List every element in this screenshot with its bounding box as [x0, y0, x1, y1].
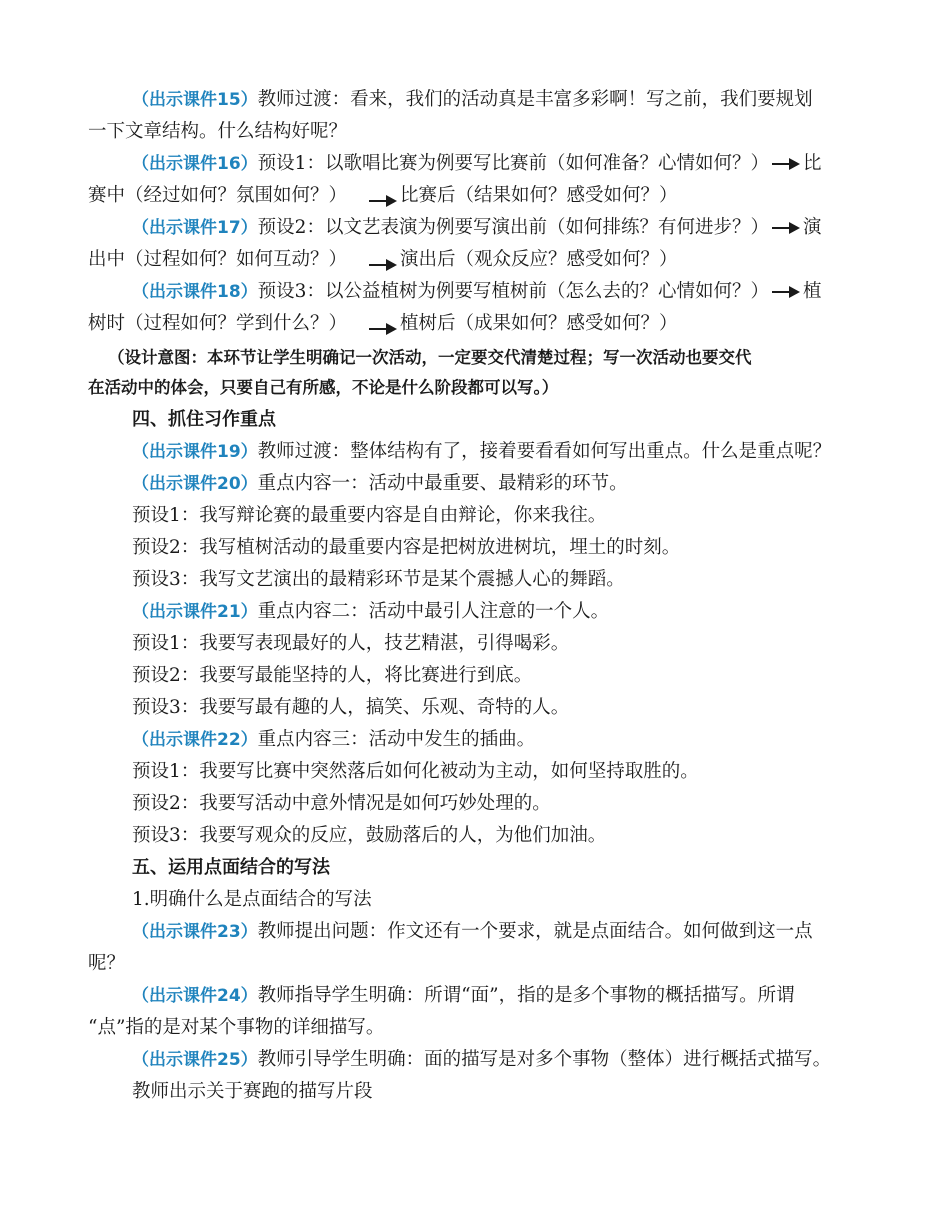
paragraph-text: 出中（过程如何？如何互动？） [88, 249, 348, 270]
paragraph-text: 植 [802, 281, 822, 302]
section-heading: 五、运用点面结合的写法 [132, 857, 330, 878]
preset-line: 预设2：我写植树活动的最重要内容是把树放进树坑，埋土的时刻。 [132, 537, 681, 558]
paragraph-courseware-17 [132, 212, 821, 244]
preset-line: 预设1：我写辩论赛的最重要内容是自由辩论，你来我往。 [132, 505, 607, 526]
paragraph-text: 教师指导学生明确：所谓“面”，指的是多个事物的概括描写。所谓 [257, 985, 795, 1006]
paragraph-text: 预设3：以公益植树为例要写植树前（怎么去的？心情如何？） [257, 281, 769, 302]
paragraph-courseware-19 [132, 436, 831, 468]
paragraph-text: 预设1：以歌唱比赛为例要写比赛前（如何准备？心情如何？） [257, 153, 769, 174]
paragraph-text: 教师引导学生明确：面的描写是对多个事物（整体）进行概括式描写。 [257, 1049, 832, 1070]
arrow-right-icon [772, 158, 800, 170]
paragraph-courseware-15 [132, 84, 813, 116]
paragraph-courseware-25 [132, 1044, 831, 1076]
paragraph-line: “点”指的是对某个事物的详细描写。 [88, 1017, 385, 1038]
paragraph-text: 比 [802, 153, 822, 174]
arrow-right-icon [772, 286, 800, 298]
paragraph-courseware-23 [132, 916, 813, 948]
preset-line: 预设1：我要写表现最好的人，技艺精湛，引得喝彩。 [132, 633, 570, 654]
design-intent-note: 在活动中的体会，只要自己有所感，不论是什么阶段都可以写。） [88, 378, 559, 397]
paragraph-line [88, 308, 678, 340]
paragraph-text: 重点内容三：活动中发生的插曲。 [257, 729, 536, 750]
paragraph-text: 赛中（经过如何？氛围如何？） [88, 185, 348, 206]
paragraph-line: 教师出示关于赛跑的描写片段 [132, 1081, 373, 1102]
subsection-heading: 1.明确什么是点面结合的写法 [132, 889, 372, 910]
paragraph-courseware-16 [132, 148, 821, 180]
preset-line: 预设3：我要写观众的反应，鼓励落后的人，为他们加油。 [132, 825, 607, 846]
arrow-right-icon [369, 195, 397, 207]
paragraph-text: 演 [802, 217, 822, 238]
courseware-tag: （出示课件15） [132, 90, 258, 110]
paragraph-text: 演出后（观众反应？感受如何？） [400, 249, 678, 270]
paragraph-text: 预设2：以文艺表演为例要写演出前（如何排练？有何进步？） [257, 217, 769, 238]
preset-line: 预设2：我要写最能坚持的人，将比赛进行到底。 [132, 665, 533, 686]
preset-line: 预设3：我要写最有趣的人，搞笑、乐观、奇特的人。 [132, 697, 570, 718]
paragraph-line [88, 244, 678, 276]
paragraph-line [88, 180, 678, 212]
paragraph-text: 植树后（成果如何？感受如何？） [400, 313, 678, 334]
preset-line: 预设2：我要写活动中意外情况是如何巧妙处理的。 [132, 793, 551, 814]
paragraph-text: 重点内容二：活动中最引人注意的一个人。 [257, 601, 610, 622]
paragraph-courseware-22 [132, 724, 535, 756]
paragraph-line: 呢？ [88, 953, 126, 974]
paragraph-text: 比赛后（结果如何？感受如何？） [400, 185, 678, 206]
courseware-tag: （出示课件24） [132, 986, 258, 1006]
paragraph-courseware-24 [132, 980, 795, 1012]
paragraph-text: 教师提出问题：作文还有一个要求，就是点面结合。如何做到这一点 [257, 921, 813, 942]
paragraph-text: 树时（过程如何？学到什么？） [88, 313, 348, 334]
paragraph-courseware-20 [132, 468, 628, 500]
courseware-tag: （出示课件22） [132, 730, 258, 750]
design-intent-note: （设计意图：本环节让学生明确记一次活动，一定要交代清楚过程；写一次活动也要交代 [108, 348, 752, 367]
arrow-right-icon [369, 323, 397, 335]
paragraph-text: 重点内容一：活动中最重要、最精彩的环节。 [257, 473, 628, 494]
courseware-tag: （出示课件25） [132, 1050, 258, 1070]
courseware-tag: （出示课件23） [132, 922, 258, 942]
courseware-tag: （出示课件21） [132, 602, 258, 622]
preset-line: 预设1：我要写比赛中突然落后如何化被动为主动，如何坚持取胜的。 [132, 761, 699, 782]
section-heading: 四、抓住习作重点 [132, 409, 276, 430]
arrow-right-icon [772, 222, 800, 234]
paragraph-text: 教师过渡：整体结构有了，接着要看看如何写出重点。什么是重点呢？ [257, 441, 832, 462]
courseware-tag: （出示课件19） [132, 442, 258, 462]
courseware-tag: （出示课件17） [132, 218, 258, 238]
courseware-tag: （出示课件18） [132, 282, 258, 302]
arrow-right-icon [369, 259, 397, 271]
paragraph-line: 一下文章结构。什么结构好呢？ [88, 121, 348, 142]
paragraph-courseware-21 [132, 596, 609, 628]
courseware-tag: （出示课件16） [132, 154, 258, 174]
preset-line: 预设3：我写文艺演出的最精彩环节是某个震撼人心的舞蹈。 [132, 569, 625, 590]
paragraph-courseware-18 [132, 276, 821, 308]
paragraph-text: 教师过渡：看来，我们的活动真是丰富多彩啊！写之前，我们要规划 [257, 89, 813, 110]
courseware-tag: （出示课件20） [132, 474, 258, 494]
